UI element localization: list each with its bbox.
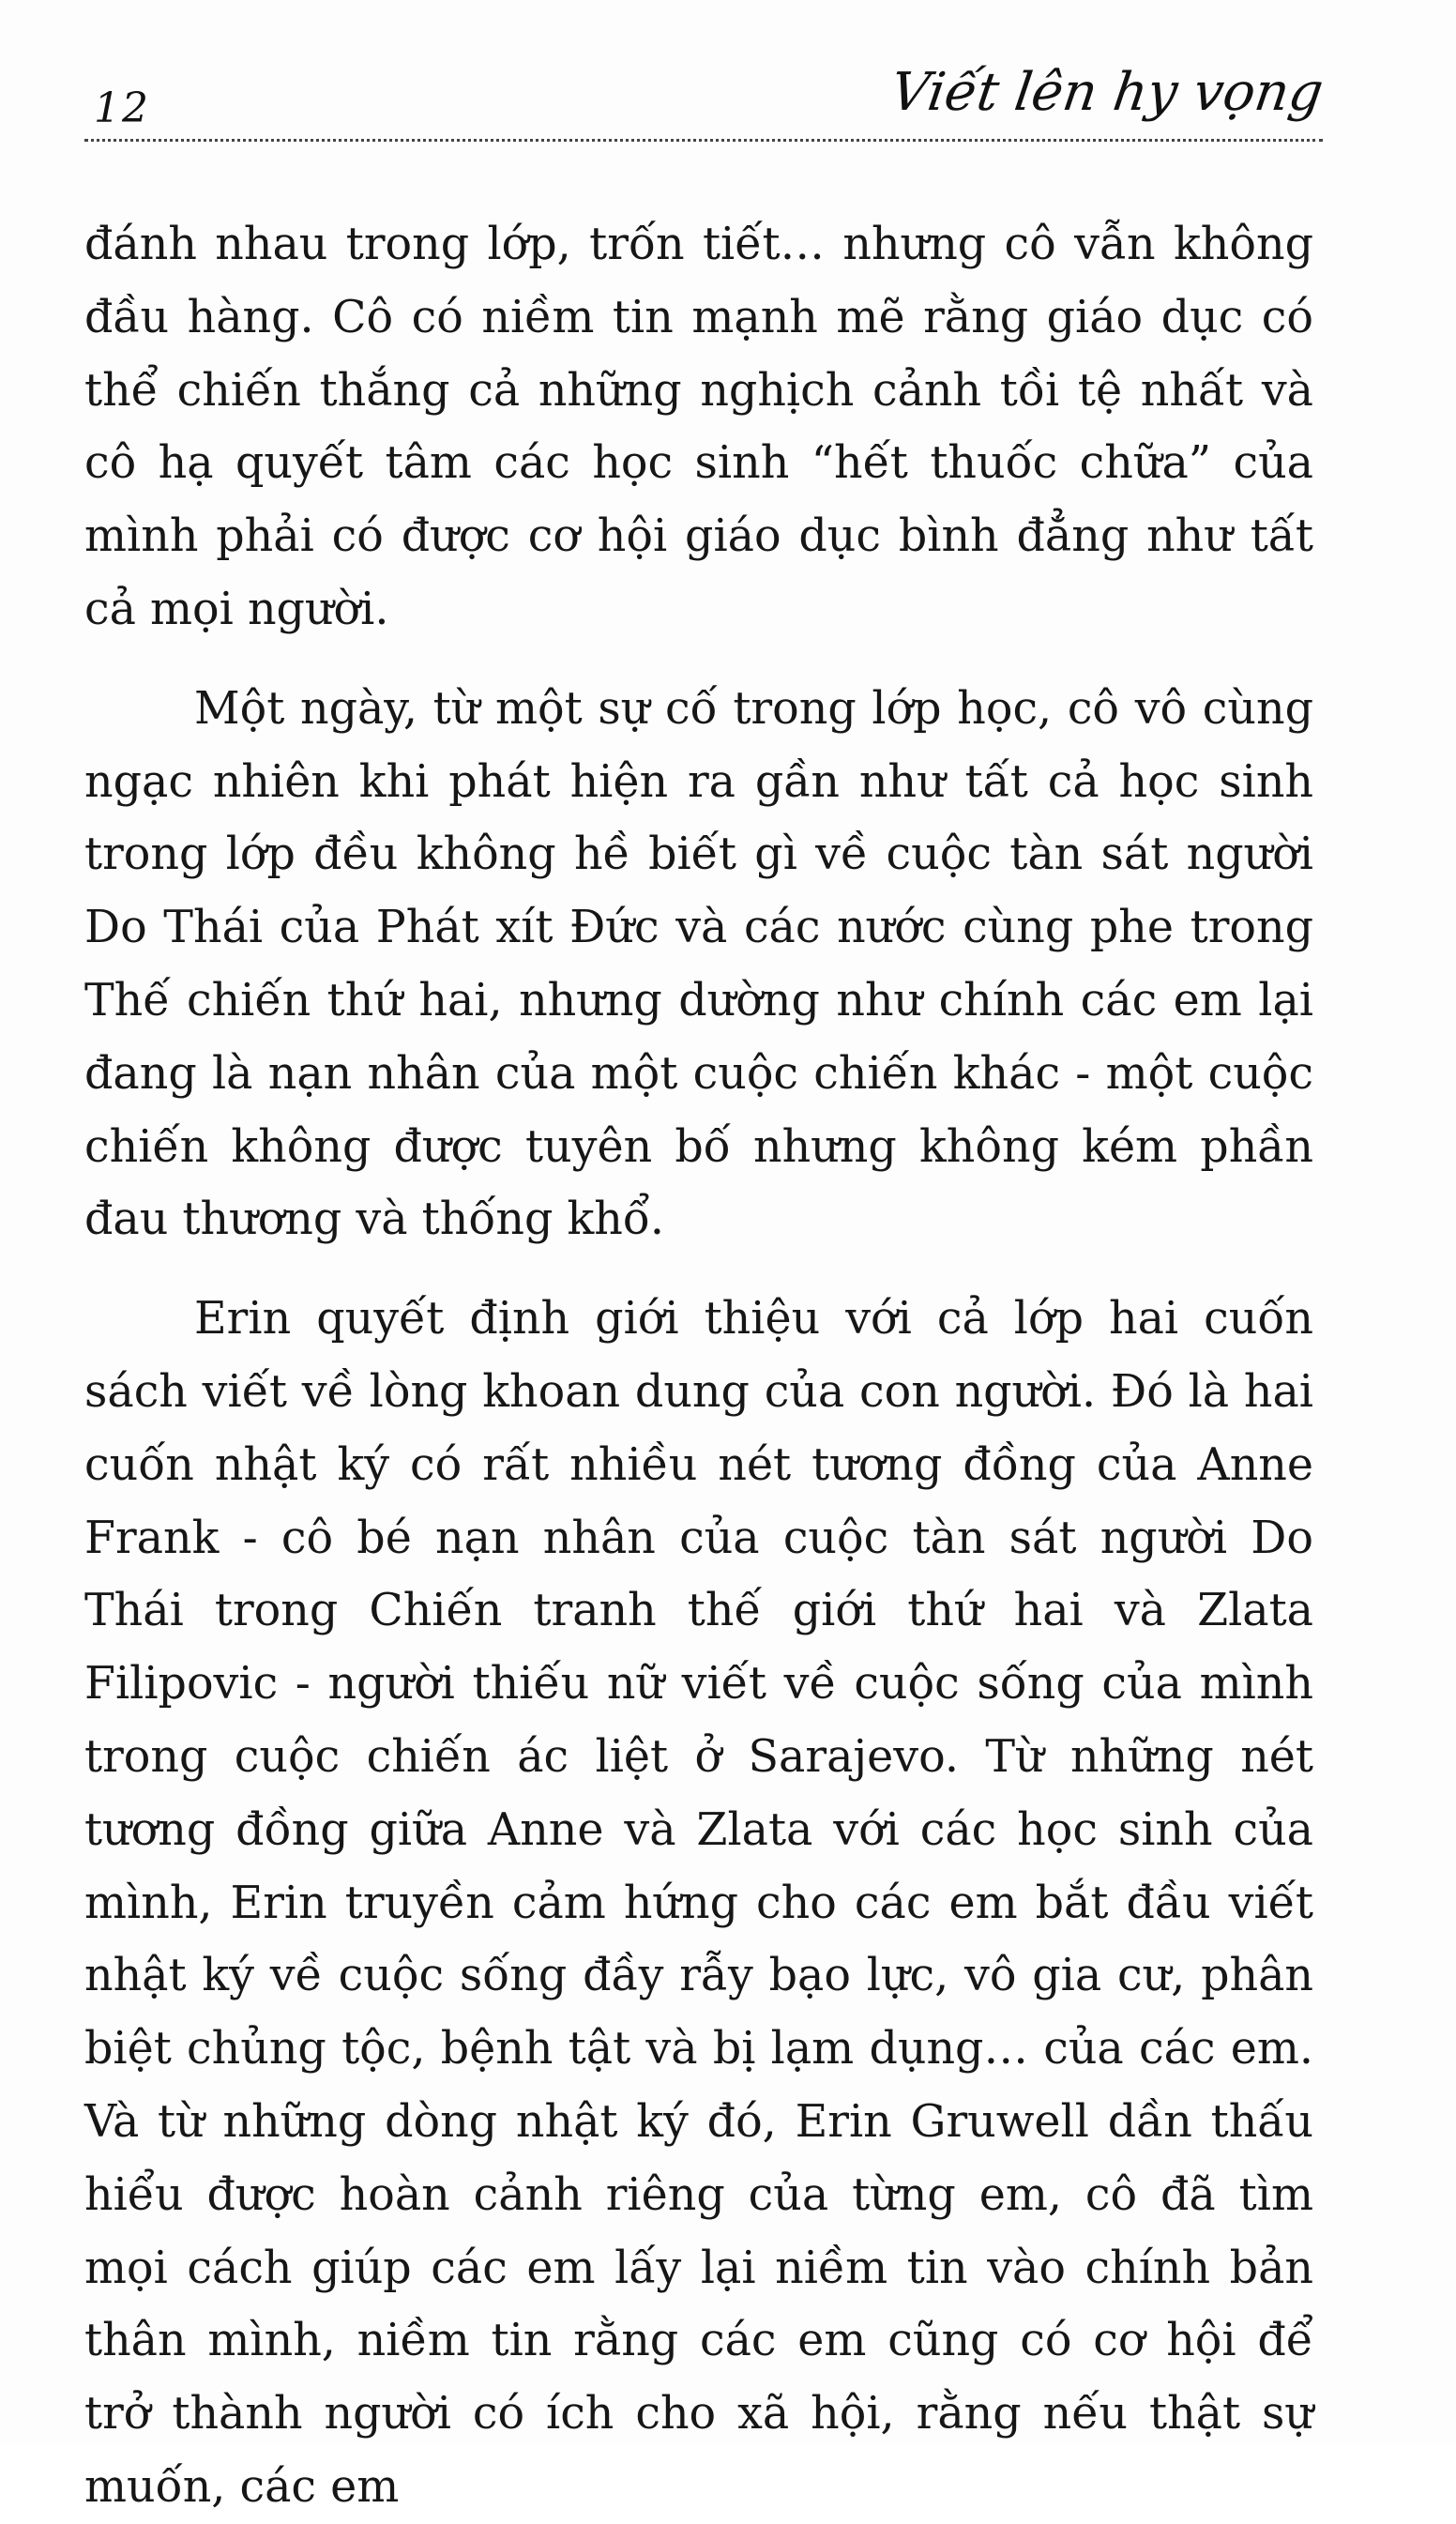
header-dotted-rule	[84, 139, 1323, 142]
running-title: Viết lên hy vọng	[887, 62, 1327, 123]
page-number: 12	[94, 84, 150, 132]
body-text	[84, 208, 1313, 2524]
page-header	[84, 56, 1327, 150]
paragraph-1: đánh nhau trong lớp, trốn tiết… nhưng cô vẫn không đầu hàng. Cô có niềm tin mạnh mẽ rằng giáo dục có thể chiến thắng cả những nghịch cảnh tồi tệ nhất và cô hạ quyết tâm các học sinh “hết thuốc chữa” của mình phải có được cơ hội giáo dục bình đẳng như tất cả mọi người.	[84, 219, 1313, 635]
paragraph-2: Một ngày, từ một sự cố trong lớp học, cô vô cùng ngạc nhiên khi phát hiện ra gần như tất cả học sinh trong lớp đều không hề biết gì về cuộc tàn sát người Do Thái của Phát xít Đức và các nước cùng phe trong Thế chiến thứ hai, nhưng dường như chính các em lại đang là nạn nhân của một cuộc chiến khác - một cuộc chiến không được tuyên bố nhưng không kém phần đau thương và thống khổ.	[84, 682, 1313, 1246]
paragraph-3: Erin quyết định giới thiệu với cả lớp hai cuốn sách viết về lòng khoan dung của con người. Đó là hai cuốn nhật ký có rất nhiều nét tương đồng của Anne Frank - cô bé nạn nhân của cuộc tàn sát người Do Thái trong Chiến tranh thế giới thứ hai và Zlata Filipovic - người thiếu nữ viết về cuộc sống của mình trong cuộc chiến ác liệt ở Sarajevo. Từ những nét tương đồng giữa Anne và Zlata với các học sinh của mình, Erin truyền cảm hứng cho các em bắt đầu viết nhật ký về cuộc sống đầy rẫy bạo lực, vô gia cư, phân biệt chủng tộc, bệnh tật và bị lạm dụng… của các em. Và từ những dòng nhật ký đó, Erin Gruwell dần thấu hiểu được hoàn cảnh riêng của từng em, cô đã tìm mọi cách giúp các em lấy lại niềm tin vào chính bản thân mình, niềm tin rằng các em cũng có cơ hội để trở thành người có ích cho xã hội, rằng nếu thật sự muốn, các em	[84, 1293, 1313, 2513]
